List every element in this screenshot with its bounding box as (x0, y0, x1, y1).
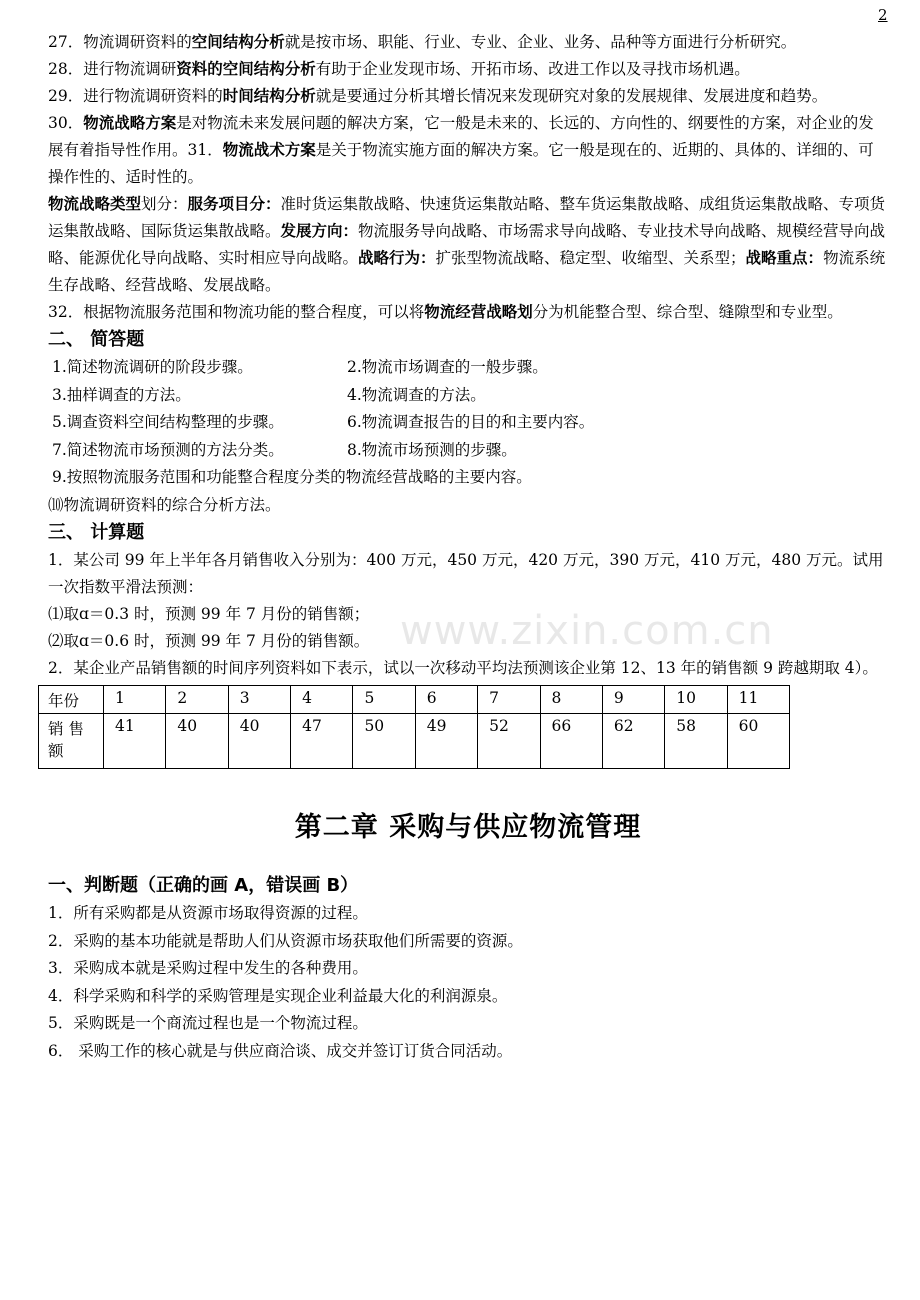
sales-cell: 47 (291, 714, 353, 769)
item-text: 物流服务导向战略、市场需求导向战略、专业技术导向战略、规模经营导向战略、能源优化导向战略、实时相应导向战略。 (48, 222, 886, 267)
item-text: 32．根据物流服务范围和物流功能的整合程度，可以将 (48, 303, 425, 321)
judge-item-6: 6． 采购工作的核心就是与供应商洽谈、成交并签订订货合同活动。 (48, 1041, 513, 1060)
question-2: 2.物流市场调查的一般步骤。 (347, 358, 548, 376)
item-text: 有助于企业发现市场、开拓市场、改进工作以及寻找市场机遇。 (315, 60, 750, 78)
sales-cell: 52 (478, 714, 540, 769)
true-false-list (48, 900, 888, 1065)
calc-question-1b: ⑵取ɑ＝0.6 时，预测 99 年 7 月份的销售额。 (48, 632, 370, 650)
bold-term: 物流战略方案 (83, 114, 177, 132)
item-text: 28．进行物流调研 (48, 60, 177, 78)
sales-cell: 50 (353, 714, 415, 769)
sales-cell: 40 (166, 714, 228, 769)
bold-term: 服务项目分： (187, 195, 281, 213)
short-answer-list (52, 354, 888, 464)
question-3: 3.抽样调查的方法。 (52, 385, 191, 404)
judge-item-1: 1．所有采购都是从资源市场取得资源的过程。 (48, 904, 368, 922)
bold-term: 战略重点： (745, 249, 824, 267)
question-8: 8.物流市场预测的步骤。 (347, 440, 517, 459)
chapter-title: 第二章 采购与供应物流管理 (294, 812, 642, 843)
item-text: 29．进行物流调研资料的 (48, 87, 223, 105)
bold-term: 物流经营战略划 (424, 303, 533, 321)
year-cell: 9 (602, 686, 664, 714)
sales-table (38, 685, 790, 769)
table-row-years (39, 686, 790, 714)
document-body (48, 29, 888, 1065)
judge-item-2: 2．采购的基本功能就是帮助人们从资源市场获取他们所需要的资源。 (48, 931, 523, 950)
item-text: 是对物流未来发展问题的解决方案，它一般是未来的、长远的、方向性的、纲要性的方案，对企业的发展有着指导性作用。31． (48, 114, 874, 159)
question-7: 7.简述物流市场预测的方法分类。 (52, 440, 284, 459)
bold-term: 战略行为： (358, 249, 436, 267)
bold-term: 物流战术方案 (222, 141, 316, 159)
sales-cell: 66 (540, 714, 602, 769)
table-row-sales (39, 714, 790, 769)
sales-cell: 40 (228, 714, 290, 769)
item-30-31 (48, 110, 888, 191)
year-cell: 1 (104, 686, 166, 714)
strategy-types (48, 191, 888, 299)
year-cell: 6 (415, 686, 477, 714)
item-text: 就是要通过分析其增长情况来发现研究对象的发展规律、发展进度和趋势。 (315, 87, 828, 105)
section-heading-true-false: 一、判断题（正确的画 A，错误画 B） (48, 875, 359, 896)
year-cell: 8 (540, 686, 602, 714)
sales-cell: 62 (602, 714, 664, 769)
sales-cell: 58 (665, 714, 727, 769)
question-1: 1.简述物流调研的阶段步骤。 (52, 358, 253, 376)
item-32 (48, 299, 888, 326)
item-text: 是关于物流实施方面的解决方案。它一般是现在的、近期的、具体的、详细的、可操作性的、适时性的。 (48, 141, 874, 186)
question-9: 9.按照物流服务范围和功能整合程度分类的物流经营战略的主要内容。 (52, 468, 532, 486)
item-text: 扩张型物流战略、稳定型、收缩型、关系型； (435, 249, 746, 267)
judge-item-3: 3．采购成本就是采购过程中发生的各种费用。 (48, 959, 368, 977)
item-27 (48, 29, 888, 56)
bold-term: 物流战略类型 (48, 195, 142, 213)
section-heading-calculation: 三、 计算题 (48, 522, 145, 543)
year-cell: 3 (228, 686, 290, 714)
item-28 (48, 56, 888, 83)
item-text: 30． (48, 114, 84, 132)
page-number: 2 (878, 6, 888, 24)
year-cell: 4 (291, 686, 353, 714)
judge-item-5: 5．采购既是一个商流过程也是一个物流过程。 (48, 1014, 368, 1032)
year-cell: 11 (727, 686, 789, 714)
sales-cell: 60 (727, 714, 789, 769)
calc-question-1a: ⑴取ɑ＝0.3 时，预测 99 年 7 月份的销售额； (48, 605, 370, 623)
bold-term: 资料的空间结构分析 (176, 60, 316, 78)
item-text: 划分： (141, 195, 188, 213)
section-heading-short-answer: 二、 简答题 (48, 329, 145, 350)
item-text: 分为机能整合型、综合型、缝隙型和专业型。 (532, 303, 843, 321)
question-10: ⑽物流调研资料的综合分析方法。 (48, 495, 281, 514)
item-text: 就是按市场、职能、行业、专业、企业、业务、品种等方面进行分析研究。 (284, 33, 797, 51)
question-5: 5.调查资料空间结构整理的步骤。 (52, 413, 284, 431)
row-header-sales: 销 售 额 (39, 714, 104, 769)
year-cell: 5 (353, 686, 415, 714)
year-cell: 10 (665, 686, 727, 714)
judge-item-4: 4．科学采购和科学的采购管理是实现企业利益最大化的利润源泉。 (48, 986, 508, 1005)
row-header-year: 年份 (39, 686, 104, 714)
bold-term: 发展方向： (280, 222, 359, 240)
bold-term: 空间结构分析 (191, 33, 285, 51)
bold-term: 时间结构分析 (222, 87, 316, 105)
calc-question-2: 2．某企业产品销售额的时间序列资料如下表示，试以一次移动平均法预测该企业第 12、13 年的销售额 9 跨越期取 4）。 (48, 659, 878, 677)
item-text: 准时货运集散战略、快速货运集散站略、整车货运集散战略、成组货运集散战略、专项货运集散战略、国际货运集散战略。 (48, 195, 886, 240)
calc-question-1: 1．某公司 99 年上半年各月销售收入分别为：400 万元，450 万元，420 万元，390 万元，410 万元，480 万元。试用一次指数平滑法预测： (48, 551, 884, 596)
watermark: www.zixin.com.cn (400, 608, 774, 654)
item-29 (48, 83, 888, 110)
sales-cell: 49 (415, 714, 477, 769)
year-cell: 2 (166, 686, 228, 714)
sales-cell: 41 (104, 714, 166, 769)
question-4: 4.物流调查的方法。 (347, 385, 486, 404)
item-text: 27．物流调研资料的 (48, 33, 192, 51)
item-text: 物流系统生存战略、经营战略、发展战略。 (48, 249, 886, 294)
question-6: 6.物流调查报告的目的和主要内容。 (347, 413, 595, 431)
year-cell: 7 (478, 686, 540, 714)
